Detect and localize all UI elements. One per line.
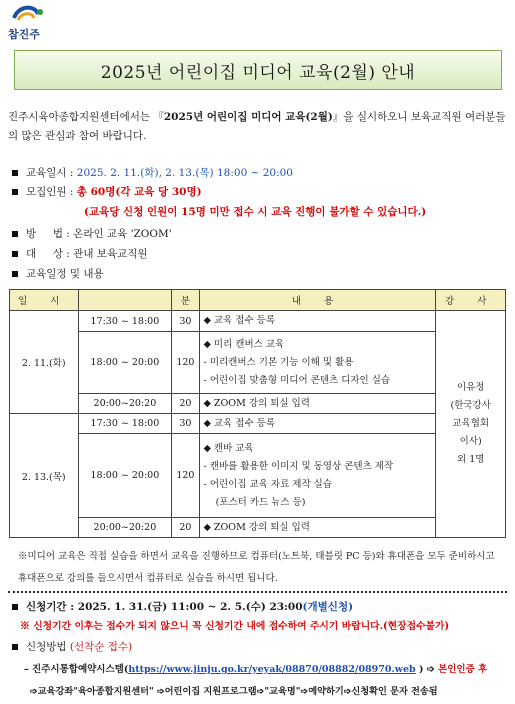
apply-step-1: – 진주시통합예약시스템(https://www.jinju.go.kr/yeyak/08870/08882/08970.web ) ➩ 본인인증 후 bbox=[24, 664, 488, 675]
intro-paragraph: 진주시육아종합지원센터에서는 『2025년 어린이집 미디어 교육(2월)』을 실시하오니 보육교직원 여러분들의 많은 관심과 참여 바랍니다. bbox=[8, 111, 506, 142]
logo-text: 참진주 bbox=[8, 28, 40, 41]
day2-min: 30 bbox=[172, 414, 199, 434]
day1-min: 20 bbox=[172, 394, 199, 414]
header-content: 내 용 bbox=[199, 290, 436, 311]
day1-content: ◆ ZOOM 강의 퇴실 입력 bbox=[199, 394, 436, 414]
page-title: 2025년 어린이집 미디어 교육(2월) 안내 bbox=[14, 50, 502, 90]
day1-min: 120 bbox=[172, 332, 199, 394]
apply-step-2: ➩교육강좌"육아종합지원센터" ➩어린이집 지원프로그램➩"교육명"➩예약하기➩신청확인 문자 전송됨 bbox=[30, 686, 438, 697]
day2-content: ◆ 캔바 교육 - 캔바를 활용한 이미지 및 동영상 콘텐츠 제작 - 어린이집 교육 자료 제작 실습 (포스터 카드 뉴스 등) bbox=[199, 434, 436, 518]
day1-content: ◆ 미리 캔버스 교육 - 미리캔버스 기본 기능 이해 및 활용 - 어린이집 맞춤형 미디어 콘텐츠 디자인 실습 bbox=[199, 332, 436, 394]
day1-time: 20:00~20:20 bbox=[78, 394, 172, 414]
day2-date: 2. 13.(목) bbox=[10, 414, 79, 538]
header-minutes: 분 bbox=[172, 290, 199, 311]
reservation-link[interactable]: https://www.jinju.go.kr/yeyak/08870/08882/08970.web bbox=[128, 664, 416, 675]
day1-date: 2. 11.(화) bbox=[10, 311, 79, 414]
day2-min: 20 bbox=[172, 518, 199, 538]
info-people: 모집인원 : 총 60명(각 교육 당 30명) bbox=[12, 184, 202, 199]
day1-time: 18:00 ~ 20:00 bbox=[78, 332, 172, 394]
bullet-square-icon bbox=[12, 170, 18, 176]
day2-time: 20:00~20:20 bbox=[78, 518, 172, 538]
apply-warning: ※ 신청기간 이후는 접수가 되지 않으니 꼭 신청기간 내에 접수하여 주시기 바랍니다.(현장접수불가) bbox=[20, 621, 450, 632]
apply-method: 신청방법 (선착순 접수) bbox=[12, 639, 132, 654]
apply-period: 신청기간 : 2025. 1. 31.(금) 11:00 ~ 2. 5.(수) 23:00(개별신청) bbox=[12, 599, 353, 614]
note-text: ※미디어 교육은 직접 실습을 하면서 교육을 진행하므로 컴퓨터(노트북, 태블릿 PC 등)와 휴대폰을 모두 준비하시고 휴대폰으로 강의를 들으시면서 컴퓨터로 실습을 하시면 됩니다. bbox=[18, 551, 495, 584]
instructor-cell: 이유정 (한국강사 교육협회 이사) 외 1명 bbox=[436, 311, 506, 538]
day2-time: 17:30 ~ 18:00 bbox=[78, 414, 172, 434]
dotted-divider bbox=[8, 591, 507, 593]
intro-highlight: 2025년 어린이집 미디어 교육(2월) bbox=[163, 111, 333, 123]
bullet-square-icon bbox=[12, 644, 18, 650]
header-datetime: 일 시 bbox=[10, 290, 79, 311]
day1-min: 30 bbox=[172, 311, 199, 332]
day2-min: 120 bbox=[172, 434, 199, 518]
day2-content: ◆ ZOOM 강의 퇴실 입력 bbox=[199, 518, 436, 538]
day1-time: 17:30 ~ 18:00 bbox=[78, 311, 172, 332]
info-date: 교육일시 : 2025. 2. 11.(화), 2. 13.(목) 18:00 ~ 20:00 bbox=[12, 165, 293, 180]
info-schedule: 교육일정 및 내용 bbox=[12, 266, 104, 281]
bullet-square-icon bbox=[12, 251, 18, 257]
day2-time: 18:00 ~ 20:00 bbox=[78, 434, 172, 518]
header-instructor: 강 사 bbox=[436, 290, 506, 311]
bullet-square-icon bbox=[12, 271, 18, 277]
schedule-table bbox=[9, 289, 506, 538]
bullet-square-icon bbox=[12, 189, 18, 195]
day1-content: ◆ 교육 접수 등록 bbox=[199, 311, 436, 332]
info-target: 대 상 : 관내 보육교직원 bbox=[12, 246, 148, 261]
info-people-warning: (교육당 신청 인원이 15명 미만 접수 시 교육 진행이 불가할 수 있습니다.) bbox=[84, 206, 427, 218]
bullet-square-icon bbox=[12, 604, 18, 610]
bullet-square-icon bbox=[12, 231, 18, 237]
info-method: 방 법 : 온라인 교육 'ZOOM' bbox=[12, 226, 172, 241]
header-datetime-blank bbox=[78, 290, 172, 311]
day2-content: ◆ 교육 접수 등록 bbox=[199, 414, 436, 434]
